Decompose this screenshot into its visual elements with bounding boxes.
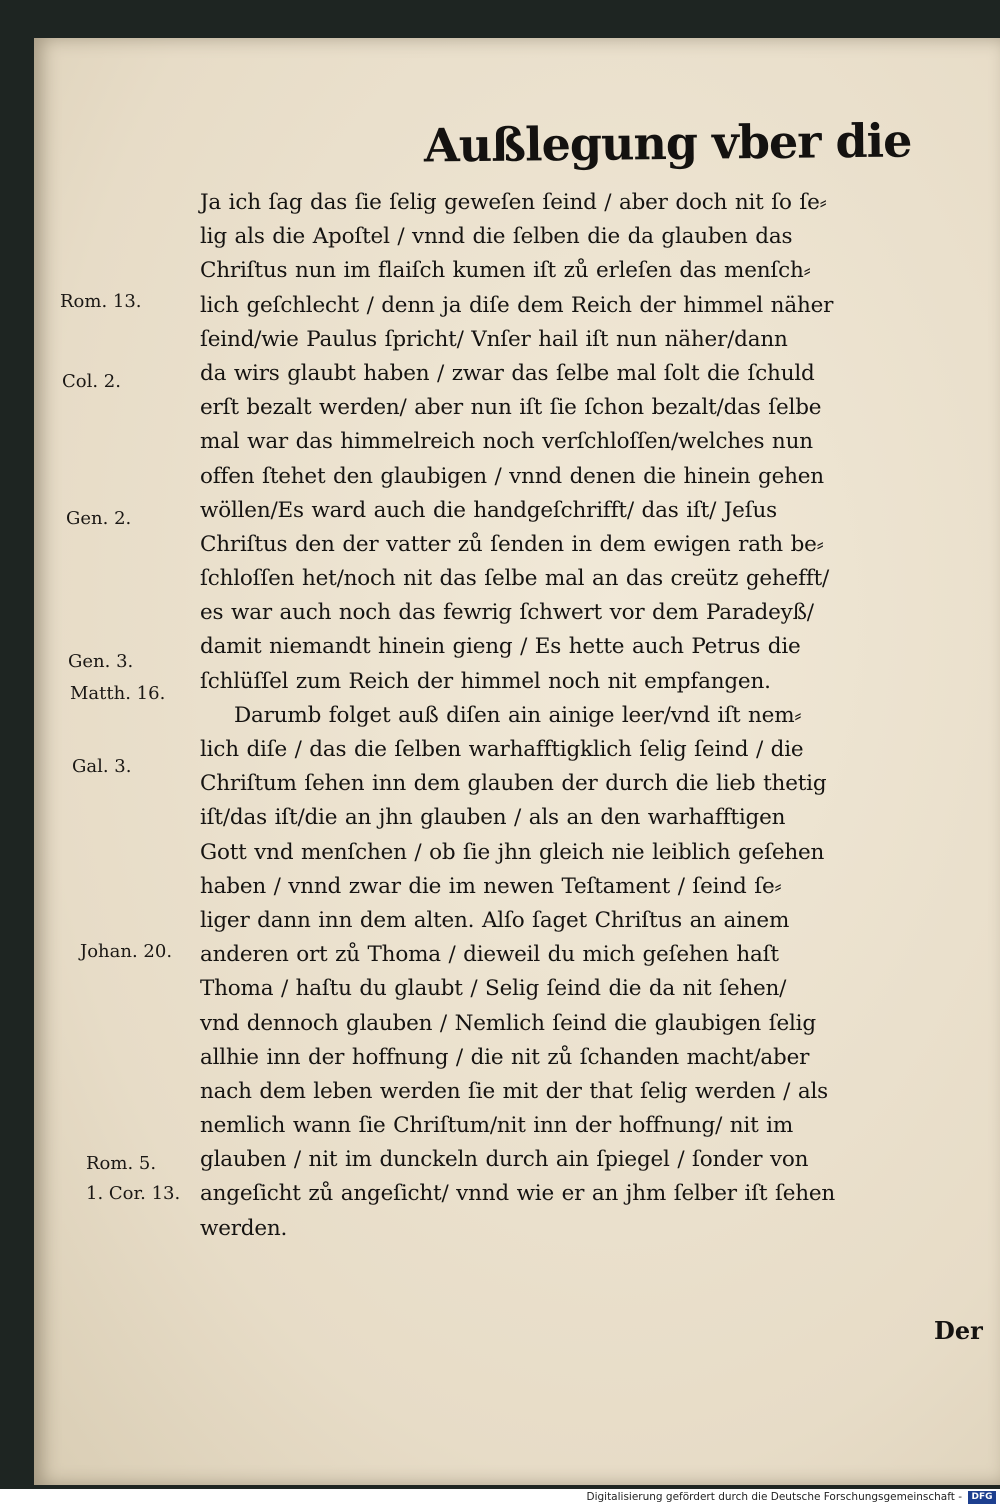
text-line: ſeind/wie Paulus ſpricht/ Vnſer hail iſt nun näher/dann xyxy=(200,326,788,352)
text-line: glauben / nit im dunckeln durch ain ſpiegel / ſonder von xyxy=(200,1147,809,1173)
text-line: lich geſchlecht / denn ja diſe dem Reich der himmel näher xyxy=(200,292,834,318)
marginal-note-1-cor-13: 1. Cor. 13. xyxy=(86,1183,181,1204)
text-line: erſt bezalt werden/ aber nun iſt ſie ſchon bezalt/das ſelbe xyxy=(200,395,822,421)
text-line: Gott vnd menſchen / ob ſie jhn gleich nie leiblich geſehen xyxy=(200,839,825,865)
text-line: ſchloſſen het/noch nit das ſelbe mal an das creütz gehefft/ xyxy=(200,566,830,592)
text-line: Thoma / haſtu du glaubt / Selig ſeind die da nit ſehen/ xyxy=(200,976,787,1002)
text-line: allhie inn der hoffnung / die nit zů ſchanden macht/aber xyxy=(200,1044,810,1070)
text-line: lich diſe / das die ſelben warhafftigklich ſelig ſeind / die xyxy=(200,737,804,762)
text-line: nemlich wann ſie Chriſtum/nit inn der hoffnung/ nit im xyxy=(200,1113,794,1139)
text-line: lig als die Apoſtel / vnnd die ſelben die da glauben das xyxy=(200,224,793,250)
text-line: Darumb folget auß diſen ain ainige leer/vnd iſt nem⸗ xyxy=(234,702,802,728)
marginal-note-gal-3: Gal. 3. xyxy=(72,756,132,777)
text-line: Ja ich ſag das ſie ſelig geweſen ſeind / aber doch nit ſo ſe⸗ xyxy=(200,190,827,215)
text-line: liger dann inn dem alten. Alſo ſaget Chriſtus an ainem xyxy=(200,907,790,933)
text-line: da wirs glaubt haben / zwar das ſelbe mal ſolt die ſchuld xyxy=(200,360,815,386)
dfg-logo: DFG xyxy=(968,1491,996,1504)
text-line: anderen ort zů Thoma / dieweil du mich geſehen haſt xyxy=(200,942,779,968)
text-line: angeſicht zů angeſicht/ vnnd wie er an jhm ſelber iſt ſehen xyxy=(200,1181,836,1207)
marginal-note-gen-2: Gen. 2. xyxy=(66,508,132,529)
text-line: haben / vnnd zwar die im newen Teſtament / ſeind ſe⸗ xyxy=(200,873,782,899)
text-line: mal war das himmelreich noch verſchloſſen/welches nun xyxy=(200,429,813,455)
text-line: wöllen/Es ward auch die handgeſchrifft/ das iſt/ Jeſus xyxy=(200,497,777,523)
text-line: nach dem leben werden ſie mit der that ſelig werden / als xyxy=(200,1078,828,1104)
text-line: Chriſtus den der vatter zů ſenden in dem ewigen rath be⸗ xyxy=(200,531,824,557)
funding-credit: Digitalisierung gefördert durch die Deutsche Forschungsgemeinschaft - xyxy=(586,1491,962,1503)
running-head: Außlegung vber die xyxy=(423,113,912,173)
marginal-note-matth-16: Matth. 16. xyxy=(70,683,166,704)
marginal-note-rom-5: Rom. 5. xyxy=(86,1153,157,1174)
text-line: Chriſtum ſehen inn dem glauben der durch die lieb thetig xyxy=(200,771,827,797)
text-line: es war auch noch das fewrig ſchwert vor dem Paradeyß/ xyxy=(200,600,814,626)
marginal-note-johan-20: Johan. 20. xyxy=(80,941,173,962)
catchword: Der xyxy=(934,1316,983,1345)
text-line: iſt/das iſt/die an jhn glauben / als an den warhafftigen xyxy=(200,805,786,831)
footer-bar xyxy=(0,1489,1000,1507)
text-line: damit niemandt hinein gieng / Es hette auch Petrus die xyxy=(200,634,801,660)
text-line: werden. xyxy=(200,1215,288,1241)
marginal-note-rom-13: Rom. 13. xyxy=(60,291,142,312)
main-text-block xyxy=(200,186,1000,1246)
text-line: vnd dennoch glauben / Nemlich ſeind die glaubigen ſelig xyxy=(200,1010,816,1036)
text-line: offen ſtehet den glaubigen / vnnd denen die hinein gehen xyxy=(200,463,824,489)
marginal-note-gen-3: Gen. 3. xyxy=(68,651,134,672)
marginal-note-col-2: Col. 2. xyxy=(62,371,121,392)
text-line: ſchlüſſel zum Reich der himmel noch nit empfangen. xyxy=(200,668,771,694)
text-line: Chriſtus nun im flaiſch kumen iſt zů erleſen das menſch⸗ xyxy=(200,258,811,284)
book-page xyxy=(34,38,1000,1485)
